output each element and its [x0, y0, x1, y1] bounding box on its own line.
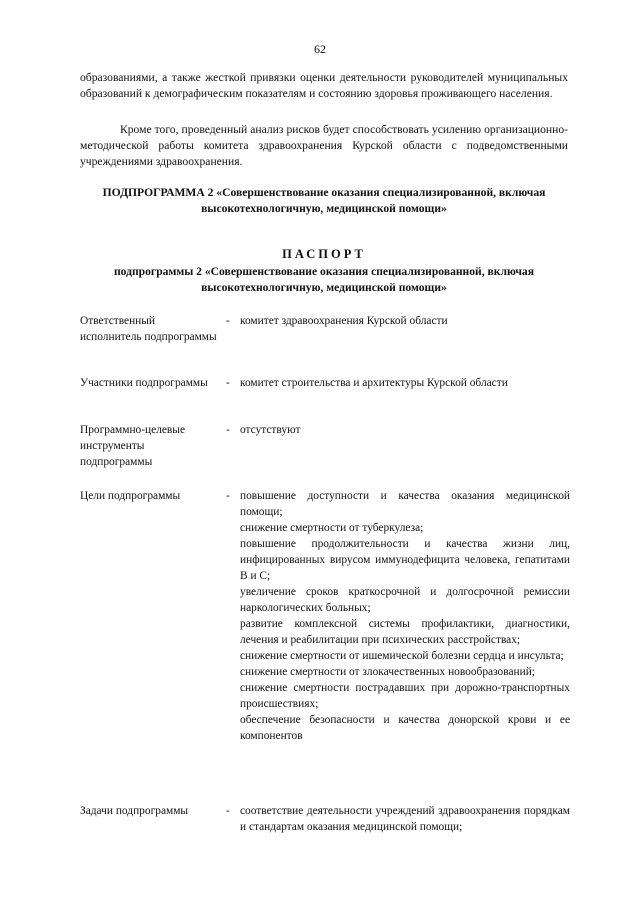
passport-title: ПАСПОРТ: [282, 247, 366, 261]
row-value: [240, 803, 570, 835]
goal-item: снижение смертности от злокачественных новообразований;: [240, 666, 535, 678]
row-label: Участники подпрограммы: [80, 377, 208, 389]
goal-item: снижение смертности от ишемической болезни сердца и инсульта;: [240, 650, 564, 662]
row-dash: -: [226, 424, 230, 436]
goal-item: снижение смертности от туберкулеза;: [240, 522, 424, 534]
row-value-item: комитет строительства и архитектуры Курской области: [240, 377, 508, 389]
row-dash: -: [226, 805, 230, 817]
row-dash: -: [226, 490, 230, 502]
second-paragraph: Кроме того, проведенный анализ рисков будет способствовать усилению организационно-методической работы комитета здравоохранения Курской области с подведомственными учреждениями здравоохранения.: [80, 123, 568, 168]
intro-paragraph: образованиями, а также жесткой привязки оценки деятельности руководителей муниципальных образований к демографическим показателям и состоянию здоровья проживающего населения.: [80, 71, 568, 100]
row-label: Задачи подпрограммы: [80, 805, 189, 817]
goal-item: развитие комплексной системы профилактики, диагностики, лечения и реабилитации при психических расстройствах;: [240, 618, 570, 646]
page-number: 62: [314, 42, 326, 56]
row-value: [240, 313, 570, 329]
row-label: Ответственный исполнитель подпрограммы: [80, 315, 217, 343]
row-value: [240, 375, 570, 391]
row-dash: -: [226, 377, 230, 389]
goal-item: увеличение сроков краткосрочной и долгосрочной ремиссии наркологических больных;: [240, 586, 570, 614]
goal-item: снижение смертности пострадавших при дорожно-транспортных происшествиях;: [240, 682, 570, 710]
goal-item: обеспечение безопасности и качества донорской крови и ее компонентов: [240, 714, 570, 742]
row-value: [240, 422, 570, 438]
row-value-item: отсутствуют: [240, 424, 301, 436]
row-label: Цели подпрограммы: [80, 490, 181, 502]
goal-item: повышение доступности и качества оказания медицинской помощи;: [240, 490, 570, 518]
row-value: [240, 488, 570, 744]
passport-subtitle: подпрограммы 2 «Совершенствование оказания специализированной, включая высокотехнологичную, медицинской помощи»: [114, 265, 534, 294]
row-dash: -: [226, 315, 230, 327]
row-value-item: комитет здравоохранения Курской области: [240, 315, 448, 327]
row-label: Программно-целевые инструменты подпрограммы: [80, 424, 186, 468]
goal-item: повышение продолжительности и качества жизни лиц, инфицированных вирусом иммунодефицита человека, гепатитами В и С;: [240, 538, 570, 582]
task-item: соответствие деятельности учреждений здравоохранения порядкам и стандартам оказания медицинской помощи;: [240, 805, 570, 833]
subprogram-heading: ПОДПРОГРАММА 2 «Совершенствование оказания специализированной, включая высокотехнологичную, медицинской помощи»: [102, 186, 546, 215]
